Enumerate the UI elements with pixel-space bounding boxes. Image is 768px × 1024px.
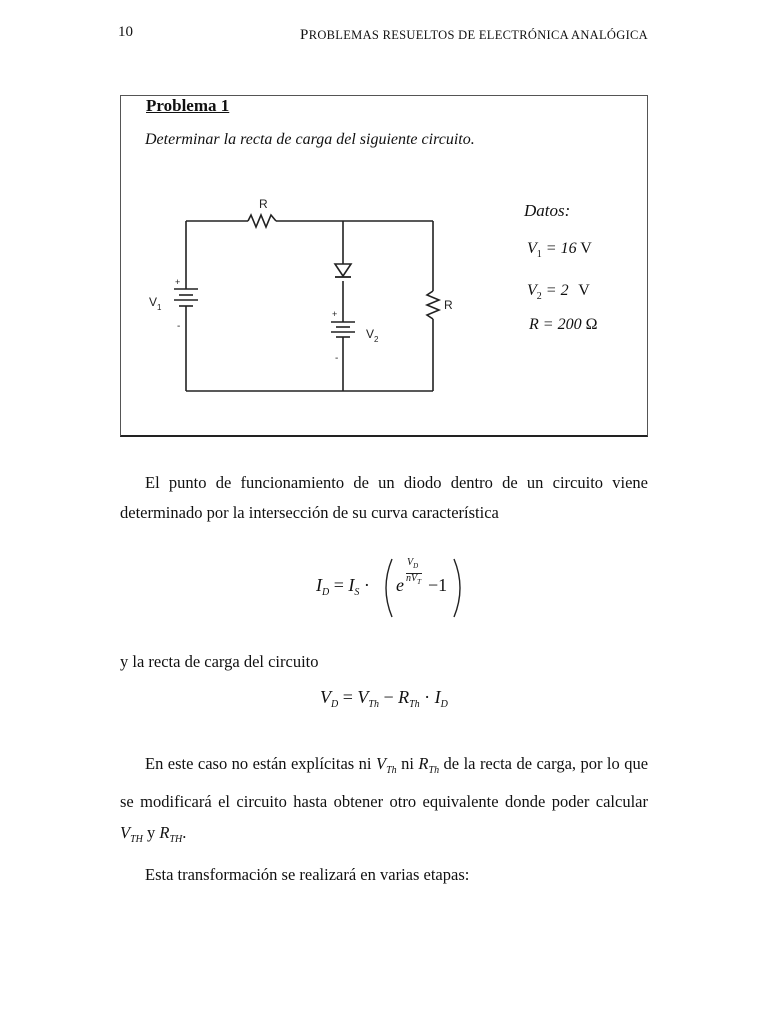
paragraph-3	[120, 748, 648, 855]
v2-minus: -	[335, 353, 339, 364]
running-title-rest: ROBLEMAS RESUELTOS DE ELECTRÓNICA ANALÓGICA	[308, 28, 648, 42]
eq1-minus-one: −1	[428, 575, 448, 595]
eq1-is: I	[348, 575, 355, 595]
datos-v2-value: = 2	[545, 282, 569, 299]
p3-text-d: y	[147, 823, 156, 842]
eq1-equals: =	[333, 575, 344, 595]
datos-v2-sub: 2	[536, 291, 542, 302]
p3-text-b: ni	[401, 754, 414, 773]
label-r-right: R	[444, 298, 453, 312]
v2-plus: +	[332, 309, 338, 319]
p3-rth: R	[418, 754, 429, 773]
datos-v1-sub: 1	[536, 249, 542, 260]
eq2-minus: −	[383, 687, 394, 707]
datos-v2-unit: V	[578, 282, 590, 299]
paragraph-4: Esta transformación se realizará en varias etapas:	[145, 865, 470, 884]
eq2-vd-sub: D	[331, 699, 339, 710]
problem-title: Problema 1	[146, 96, 230, 115]
resistor-top	[248, 215, 276, 227]
eq2-id: I	[434, 687, 441, 707]
eq1-e: e	[396, 575, 404, 595]
diode-icon	[335, 264, 351, 277]
datos-v1	[527, 240, 592, 260]
running-title	[300, 27, 648, 44]
eq2-dot: ·	[424, 687, 431, 707]
datos-v2-symbol: V	[527, 282, 537, 299]
p3-rth2: R	[159, 823, 170, 842]
equation-load-line	[320, 687, 448, 710]
datos-r	[529, 316, 597, 334]
paragraph-2: y la recta de carga del circuito	[120, 652, 319, 671]
equation-diode	[316, 555, 476, 625]
eq2-vd: V	[320, 687, 331, 707]
datos-r-symbol: R	[529, 316, 539, 333]
p3-text-c: de la recta de carga, por lo que se modificará el circuito hasta obtener otro equivalente donde poder calcular	[120, 754, 649, 811]
battery-v2	[331, 322, 355, 337]
page-number: 10	[118, 24, 133, 40]
running-title-cap: P	[300, 27, 309, 43]
paragraph-1: El punto de funcionamiento de un diodo dentro de un circuito viene determinado por la intersección de su curva característica	[120, 473, 648, 522]
p3-vth: V	[375, 754, 387, 773]
eq1-exp-den: $nV_T$	[406, 573, 422, 586]
eq1-dot: ·	[363, 575, 370, 595]
datos-r-value: = 200	[542, 316, 582, 333]
label-v1: V	[149, 295, 158, 309]
label-r-top: R	[259, 197, 268, 211]
p3-text-e: .	[182, 823, 187, 842]
label-v1-sub: 1	[157, 303, 162, 312]
datos-v1-unit: V	[580, 240, 592, 257]
eq2-rth: R	[398, 687, 410, 707]
p3-vth2: V	[120, 823, 131, 842]
battery-v1	[174, 289, 198, 306]
eq1-exp-num: $V_D$	[407, 557, 419, 570]
datos-v1-value: = 16	[545, 240, 577, 257]
circuit-diagram	[140, 185, 470, 400]
p3-vth2-sub: TH	[130, 834, 143, 845]
p3-rth2-sub: TH	[169, 834, 183, 845]
label-v2-sub: 2	[374, 335, 379, 344]
datos-v2	[527, 282, 590, 302]
v1-minus: -	[177, 321, 181, 332]
eq2-vth-sub: Th	[368, 699, 379, 710]
eq2-id-sub: D	[440, 699, 448, 710]
datos-r-unit: Ω	[585, 316, 598, 333]
datos-v1-symbol: V	[527, 240, 537, 257]
p3-rth-sub: Th	[428, 765, 440, 776]
problem-statement: Determinar la recta de carga del siguiente circuito.	[145, 131, 475, 148]
eq1-right-paren	[450, 555, 470, 621]
datos-title: Datos:	[524, 201, 571, 220]
eq2-equals: =	[342, 687, 353, 707]
eq1-id-sub: D	[322, 587, 330, 598]
eq1-left-paren	[378, 555, 398, 621]
v1-plus: +	[175, 277, 181, 287]
p3-text-a: En este caso no están explícitas ni	[145, 754, 372, 773]
eq1-is-sub: S	[354, 587, 360, 598]
eq2-vth: V	[357, 687, 369, 707]
label-v2: V	[366, 327, 375, 341]
p3-vth-sub: Th	[386, 765, 397, 776]
eq1-id: I	[316, 575, 322, 595]
eq2-rth-sub: Th	[409, 699, 420, 710]
resistor-right	[427, 291, 439, 319]
